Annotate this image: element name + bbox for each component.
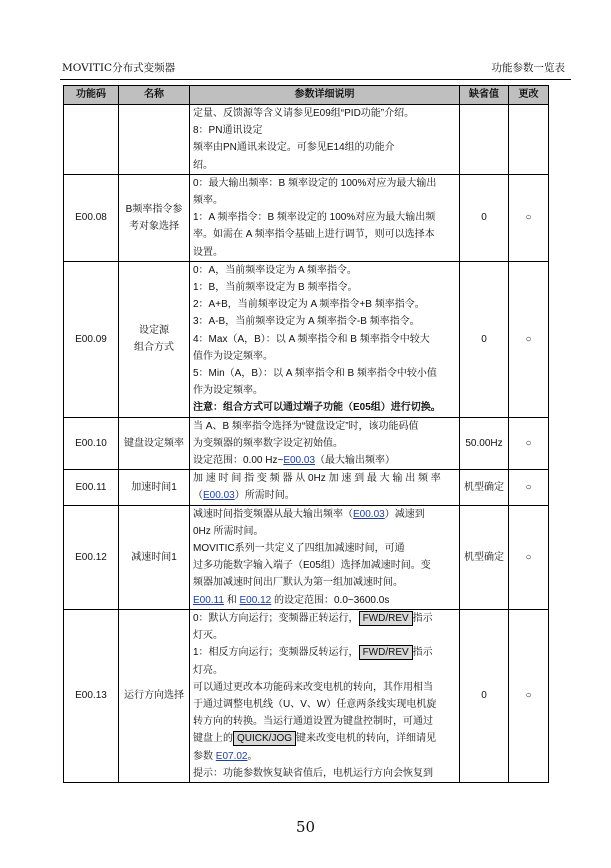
- fwd-rev-key: FWD/REV: [359, 645, 413, 660]
- param-change: ○: [509, 470, 549, 505]
- desc-line: 频率由PN通讯来设定。可参见E14组的功能介: [193, 142, 395, 154]
- param-code: E00.10: [64, 417, 119, 470]
- param-code: E00.13: [64, 609, 119, 782]
- desc-line: [193, 506, 456, 523]
- desc-line: 提示：功能参数恢复缺省值后，电机运行方向会恢复到: [193, 767, 433, 779]
- header-title-right: 功能参数一览表: [491, 62, 565, 74]
- param-code: E00.09: [64, 261, 119, 417]
- table-row: [64, 609, 549, 782]
- desc-line: [193, 644, 456, 661]
- param-default: 0: [460, 174, 509, 261]
- param-name: [119, 105, 190, 175]
- param-description: [190, 470, 460, 505]
- table-row: [64, 105, 549, 175]
- header-title-left: MOVITIC分布式变频器: [62, 62, 176, 74]
- param-name: 加速时间1: [119, 470, 190, 505]
- param-change: [509, 105, 549, 175]
- name-line: 考对象选择: [129, 220, 179, 232]
- range-prefix: 设定范围：0.00 Hz~: [193, 455, 284, 467]
- text-fragment: 键来改变电机的转向，详细请见: [296, 733, 437, 745]
- desc-line: 过多功能数字输入端子（E05组）选择加减速时间。变: [193, 560, 431, 572]
- param-name: 运行方向选择: [119, 609, 190, 782]
- desc-line: [193, 748, 456, 765]
- desc-line: MOVITIC系列一共定义了四组加减速时间，可通: [193, 543, 405, 555]
- param-link[interactable]: E00.12: [239, 594, 272, 606]
- parameter-table: [63, 85, 549, 783]
- param-default: 0: [460, 261, 509, 417]
- col-header-description: 参数详细说明: [190, 86, 460, 105]
- text-fragment: 的设定范围：0.0~3600.0s: [271, 594, 390, 606]
- desc-line: 绍。: [193, 159, 213, 171]
- col-header-default: 缺省值: [460, 86, 509, 105]
- param-default: 50.00Hz: [460, 417, 509, 470]
- param-code: E00.11: [64, 470, 119, 505]
- param-change: ○: [509, 261, 549, 417]
- fwd-rev-key: FWD/REV: [359, 611, 413, 626]
- param-link[interactable]: E00.03: [203, 490, 235, 502]
- text-fragment: 指示: [412, 612, 433, 624]
- param-code: E00.08: [64, 174, 119, 261]
- desc-range: [193, 452, 456, 469]
- desc-line: 1：A 频率指令：B 频率设定的 100%对应为最大输出频: [193, 212, 436, 224]
- desc-line: [193, 730, 456, 747]
- param-description: [190, 417, 460, 470]
- range-suffix: （最大输出频率）: [315, 455, 396, 467]
- param-link[interactable]: E00.11: [193, 594, 224, 606]
- text-fragment: 和: [223, 594, 240, 606]
- desc-line: 可以通过更改本功能码来改变电机的转向，其作用相当: [193, 681, 433, 693]
- param-change: ○: [509, 174, 549, 261]
- param-description: [190, 174, 460, 261]
- desc-line: 定量、反馈源等含义请参见E09组“PID功能”介绍。: [193, 108, 415, 119]
- param-code: [64, 105, 119, 175]
- table-row: [64, 470, 549, 505]
- param-description: [190, 261, 460, 417]
- desc-line: 1：B，当前频率设定为 B 频率指令。: [193, 282, 358, 294]
- text-fragment: ）减速到: [384, 508, 425, 520]
- text-fragment: 指示: [412, 647, 433, 659]
- desc-range: [193, 592, 456, 609]
- param-default: [460, 105, 509, 175]
- desc-line: 0：A，当前频率设定为 A 频率指令。: [193, 264, 357, 276]
- desc-line: 2：A+B，当前频率设定为 A 频率指令+B 频率指令。: [193, 299, 425, 311]
- desc-line: 8：PN通讯设定: [193, 125, 263, 137]
- desc-line: 转方向的转换。当运行通道设置为键盘控制时，可通过: [193, 716, 433, 728]
- col-header-change: 更改: [509, 86, 549, 105]
- text-fragment: 0：默认方向运行；变频器正转运行，: [193, 612, 359, 624]
- text-fragment: 减速时间指变频器从最大输出频率（: [193, 508, 353, 520]
- name-line: 组合方式: [134, 342, 174, 354]
- text-fragment: ）所需时间。: [234, 490, 295, 502]
- text-fragment: 。: [247, 750, 258, 762]
- text-fragment: （: [193, 490, 203, 502]
- param-default: 机型确定: [460, 505, 509, 609]
- desc-line: 3：A-B，当前频率设定为 A 频率指令-B 频率指令。: [193, 316, 420, 328]
- param-change: ○: [509, 505, 549, 609]
- param-change: ○: [509, 609, 549, 782]
- desc-line: 0：最大输出频率：B 频率设定的 100%对应为最大输出: [193, 177, 437, 189]
- desc-line: [193, 487, 456, 504]
- desc-line: 加 速 时 间 指 变 频 器 从 0Hz 加 速 到 最 大 输 出 频 率: [193, 473, 441, 485]
- desc-line: 5：Min（A，B）：以 A 频率指令和 B 频率指令中较小值: [193, 368, 437, 380]
- param-name: 键盘设定频率: [119, 417, 190, 470]
- param-description: [190, 505, 460, 609]
- desc-line: 为变频器的频率数字设定初始值。: [193, 437, 343, 449]
- param-default: 机型确定: [460, 470, 509, 505]
- table-row: [64, 261, 549, 417]
- col-header-name: 名称: [119, 86, 190, 105]
- desc-line: 率。如需在 A 频率指令基础上进行调节，则可以选择本: [193, 229, 435, 241]
- header-divider: [60, 79, 571, 80]
- param-default: 0: [460, 609, 509, 782]
- param-link[interactable]: E00.03: [283, 455, 316, 467]
- desc-line: 频率。: [193, 195, 223, 207]
- desc-line: 灯亮。: [193, 664, 223, 676]
- desc-line: 于通过调整电机线（U、V、W）任意两条线实现电机旋: [193, 698, 437, 710]
- name-line: B频率指令参: [125, 203, 183, 215]
- name-line: 设定源: [139, 325, 169, 337]
- param-description: [190, 609, 460, 782]
- desc-line: 灯灭。: [193, 630, 223, 642]
- desc-line: 值作为设定频率。: [193, 350, 273, 362]
- desc-line: 频器加减速时间出厂默认为第一组加减速时间。: [193, 577, 403, 589]
- desc-line: 作为设定频率。: [193, 385, 263, 397]
- param-name: [119, 174, 190, 261]
- param-description: [190, 105, 460, 175]
- param-name: 减速时间1: [119, 505, 190, 609]
- param-link[interactable]: E07.02: [215, 750, 248, 762]
- desc-line: 设置。: [193, 246, 223, 258]
- desc-line: 4：Max（A，B）：以 A 频率指令和 B 频率指令中较大: [193, 333, 430, 345]
- text-fragment: 参数: [193, 750, 216, 762]
- text-fragment: 1：相反方向运行；变频器反转运行，: [193, 647, 359, 659]
- table-row: [64, 174, 549, 261]
- page-number: 50: [295, 818, 316, 836]
- col-header-code: 功能码: [64, 86, 119, 105]
- desc-line: 当 A、B 频率指令选择为“键盘设定”时，该功能码值: [193, 420, 419, 432]
- param-change: ○: [509, 417, 549, 470]
- text-fragment: 键盘上的: [193, 733, 233, 745]
- table-header-row: [64, 86, 549, 105]
- table-row: [64, 417, 549, 470]
- desc-line: [193, 610, 456, 627]
- quick-jog-key: QUICK/JOG: [233, 731, 296, 746]
- param-code: E00.12: [64, 505, 119, 609]
- param-name: [119, 261, 190, 417]
- table-row: [64, 505, 549, 609]
- param-link[interactable]: E00.03: [353, 508, 385, 520]
- desc-note: 注意：组合方式可以通过端子功能（E05组）进行切换。: [193, 402, 441, 414]
- desc-line: 0Hz 所需时间。: [193, 525, 264, 537]
